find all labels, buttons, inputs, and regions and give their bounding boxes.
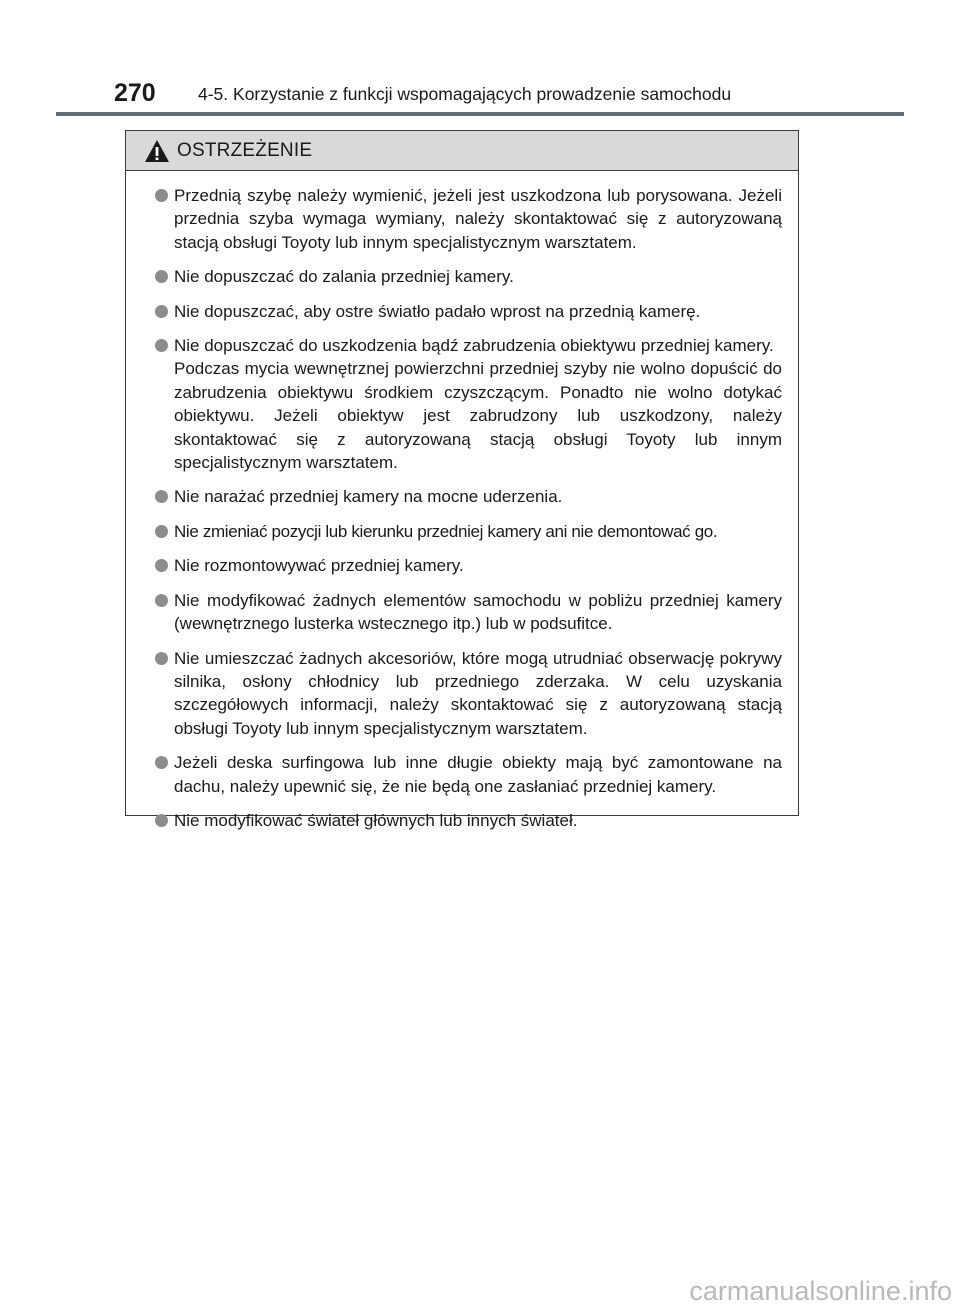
list-item <box>155 300 782 323</box>
section-title: 4-5. Korzystanie z funkcji wspomagających prowadzenie samochodu <box>198 84 732 104</box>
list-item <box>155 520 782 543</box>
bullet-icon <box>155 594 168 607</box>
bullet-icon <box>155 756 168 769</box>
list-item-text: Nie dopuszczać, aby ostre światło padało wprost na przednią kamerę. <box>174 301 701 321</box>
list-item-text: Nie modyfikować żadnych elementów samochodu w pobliżu przedniej kamery (wewnętrznego lusterka wstecznego itp.) lub w podsufitce. <box>174 590 782 634</box>
warning-triangle-icon <box>144 139 170 163</box>
list-item <box>155 809 782 832</box>
page-header <box>0 78 960 114</box>
bullet-icon <box>155 652 168 665</box>
list-item-text: Nie umieszczać żadnych akcesoriów, które mogą utrudniać obserwację pokrywy silnika, osłony chłodnicy lub przedniego zderzaka. W celu uzyskania szczegółowych informacji, należy skontaktować się z autoryzowaną stacją obsługi Toyoty lub innym specjalistycznym warsztatem. <box>174 648 782 738</box>
list-item <box>155 265 782 288</box>
list-item-text: Przednią szybę należy wymienić, jeżeli jest uszkodzona lub porysowana. Jeżeli przednia szyba wymaga wymiany, należy skontaktować się z autoryzowaną stacją obsługi Toyoty lub innym specjalistycznym warsztatem. <box>174 186 782 252</box>
list-item-text: Jeżeli deska surfingowa lub inne długie obiekty mają być zamontowane na dachu, należy upewnić się, że nie będą one zasłaniać przedniej kamery. <box>174 753 782 796</box>
list-item-text: Nie dopuszczać do zalania przedniej kamery. <box>174 267 514 287</box>
list-item <box>155 485 782 508</box>
list-item-text: Nie rozmontowywać przedniej kamery. <box>174 556 464 576</box>
footer-watermark: carmanualsonline.info <box>689 1276 952 1306</box>
list-item <box>155 184 782 254</box>
warning-header <box>126 131 798 171</box>
bullet-icon <box>155 270 168 283</box>
bullet-icon <box>155 339 168 352</box>
warning-title: OSTRZEŻENIE <box>177 140 313 161</box>
warning-list <box>126 171 798 832</box>
page-number: 270 <box>114 79 156 107</box>
list-item-text: Nie narażać przedniej kamery na mocne uderzenia. <box>174 487 563 507</box>
list-item <box>155 554 782 577</box>
warning-box <box>125 130 799 830</box>
list-item-text: Nie zmieniać pozycji lub kierunku przedniej kamery ani nie demontować go. <box>174 521 718 541</box>
list-item <box>155 334 782 474</box>
header-rule <box>56 112 904 116</box>
bullet-icon <box>155 490 168 503</box>
bullet-icon <box>155 305 168 318</box>
list-item-text: Nie modyfikować świateł głównych lub innych świateł. <box>174 810 578 830</box>
bullet-icon <box>155 814 168 827</box>
bullet-icon <box>155 525 168 538</box>
bullet-icon <box>155 559 168 572</box>
list-item-text: Nie dopuszczać do uszkodzenia bądź zabrudzenia obiektywu przedniej kamery. Podczas mycia wewnętrznej powierzchni przedniej szyby nie wolno dopuścić do zabrudzenia obiektywu środkiem czyszczącym. Ponadto nie wolno dotykać obiektywu. Jeżeli obiektyw jest zabrudzony lub uszkodzony, należy skontaktować się z autoryzowaną stacją obsługi Toyoty lub innym specjalistycznym warsztatem. <box>174 336 782 473</box>
list-item <box>155 589 782 636</box>
bullet-icon <box>155 189 168 202</box>
list-item <box>155 751 782 798</box>
list-item <box>155 647 782 741</box>
